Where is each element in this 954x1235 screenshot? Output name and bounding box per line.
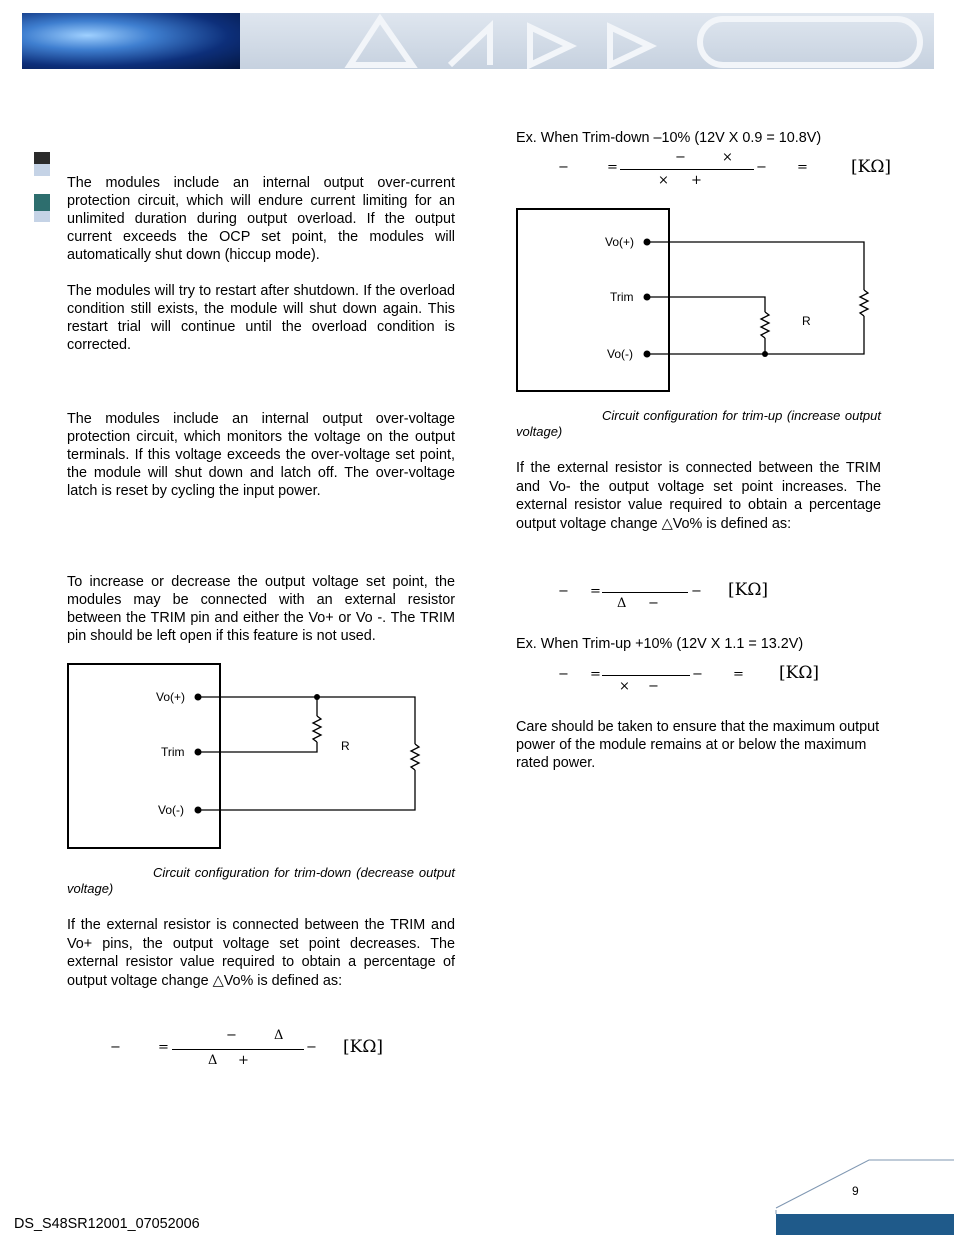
section-swatch-teal (34, 194, 50, 222)
trim-down-circuit-diagram (60, 660, 440, 855)
ovp-paragraph (67, 410, 455, 500)
header-banner (22, 13, 934, 69)
trim-down-text: If the external resistor is connected between the TRIM and Vo+ pins, the output voltage set point decreases. The external resistor value required to obtain a percentage of output voltage change △Vo% is defined as: (67, 917, 455, 989)
eq-equals: = (590, 667, 601, 682)
eq-times: × (658, 173, 669, 188)
eq-delta: Δ (617, 596, 627, 611)
eq-minus: − (558, 160, 569, 175)
trim-up-paragraph (516, 459, 881, 533)
care-paragraph (516, 718, 886, 772)
eq-unit: [KΩ] (779, 663, 820, 683)
eq-minus: − (648, 679, 659, 694)
eq-equals: = (797, 160, 808, 175)
trim-up-example (516, 635, 896, 653)
trim-up-example-equation (556, 660, 856, 700)
trim-down-caption-text: Circuit configuration for trim-down (decrease output voltage) (67, 865, 455, 896)
banner-photo (22, 13, 240, 69)
footer-corner-graphic (774, 1158, 954, 1235)
ovp-text: The modules include an internal output over-voltage protection circuit, which monitors the voltage on the output terminals. If this voltage exceeds the over-voltage set point, the module will shut down and latch off. The over-voltage latch is reset by cycling the input power. (67, 411, 455, 499)
eq-delta: Δ (208, 1053, 218, 1068)
eq-unit: [KΩ] (343, 1037, 384, 1057)
banner-logo-band (240, 13, 934, 69)
eq-equals: = (607, 160, 618, 175)
eq-minus: − (558, 584, 569, 599)
trim-down-example-text: Ex. When Trim-down –10% (12V X 0.9 = 10.8V) (516, 130, 822, 146)
trim-up-circuit-diagram (510, 204, 890, 399)
eq-plus: + (691, 173, 702, 188)
eq-minus: − (226, 1028, 237, 1043)
page-number: 9 (852, 1184, 859, 1198)
trim-text: To increase or decrease the output voltage set point, the modules may be connected with an external resistor between the TRIM pin and either the Vo+ or Vo -. The TRIM pin should be left open if this feature is not used. (67, 574, 455, 644)
eq-minus: − (691, 584, 702, 599)
eq-minus: − (558, 667, 569, 682)
eq-plus: + (238, 1053, 249, 1068)
label-vo-minus: Vo(-) (607, 347, 634, 361)
eq-times: × (619, 679, 630, 694)
trim-up-caption (516, 408, 881, 440)
eq-times: × (722, 150, 733, 165)
trim-down-equation (100, 1028, 390, 1072)
trim-down-paragraph (67, 916, 455, 990)
eq-equals: = (158, 1040, 169, 1055)
trim-down-example (516, 129, 896, 147)
eq-unit: [KΩ] (851, 157, 892, 177)
trim-up-text: If the external resistor is connected between the TRIM and Vo- the output voltage set point increases. The external resistor value required to obtain a percentage output voltage change △Vo% is defined as: (516, 460, 881, 532)
eq-minus: − (306, 1040, 317, 1055)
label-trim: Trim (161, 745, 185, 759)
label-trim: Trim (610, 290, 634, 304)
eq-minus: − (756, 160, 767, 175)
label-vo-plus: Vo(+) (156, 690, 186, 704)
label-resistor: R (341, 739, 350, 753)
eq-unit: [KΩ] (728, 580, 769, 600)
eq-minus: − (648, 596, 659, 611)
eq-delta: Δ (274, 1028, 284, 1043)
document-id: DS_S48SR12001_07052006 (14, 1216, 200, 1232)
label-vo-minus: Vo(-) (158, 803, 185, 817)
trim-down-example-equation (556, 150, 896, 194)
trim-up-equation (556, 577, 856, 617)
label-resistor: R (802, 314, 811, 328)
trim-up-caption-text: Circuit configuration for trim-up (increase output voltage) (516, 408, 881, 439)
eq-equals: = (733, 667, 744, 682)
ocp-paragraph-1 (67, 174, 455, 264)
eq-minus: − (675, 150, 686, 165)
trim-paragraph (67, 573, 455, 645)
ocp-text-2: The modules will try to restart after shutdown. If the overload condition still exists, the module will shut down again. This restart trial will continue until the overload condition is corrected. (67, 283, 455, 353)
care-text: Care should be taken to ensure that the maximum output power of the module remains at or below the maximum rated power. (516, 719, 880, 771)
section-swatch-dark (34, 152, 50, 176)
trim-up-example-text: Ex. When Trim-up +10% (12V X 1.1 = 13.2V) (516, 636, 804, 652)
eq-minus: − (110, 1040, 121, 1055)
trim-down-caption (67, 865, 455, 897)
label-vo-plus: Vo(+) (605, 235, 635, 249)
ocp-text-1: The modules include an internal output over-current protection circuit, which will endure current limiting for an unlimited duration during output overload. If the output current exceeds the OCP set point, the modules will automatically shut down (hiccup mode). (67, 175, 455, 263)
eq-equals: = (590, 584, 601, 599)
eq-minus: − (692, 667, 703, 682)
ocp-paragraph-2 (67, 282, 455, 354)
banner-logo-shapes (240, 13, 934, 69)
